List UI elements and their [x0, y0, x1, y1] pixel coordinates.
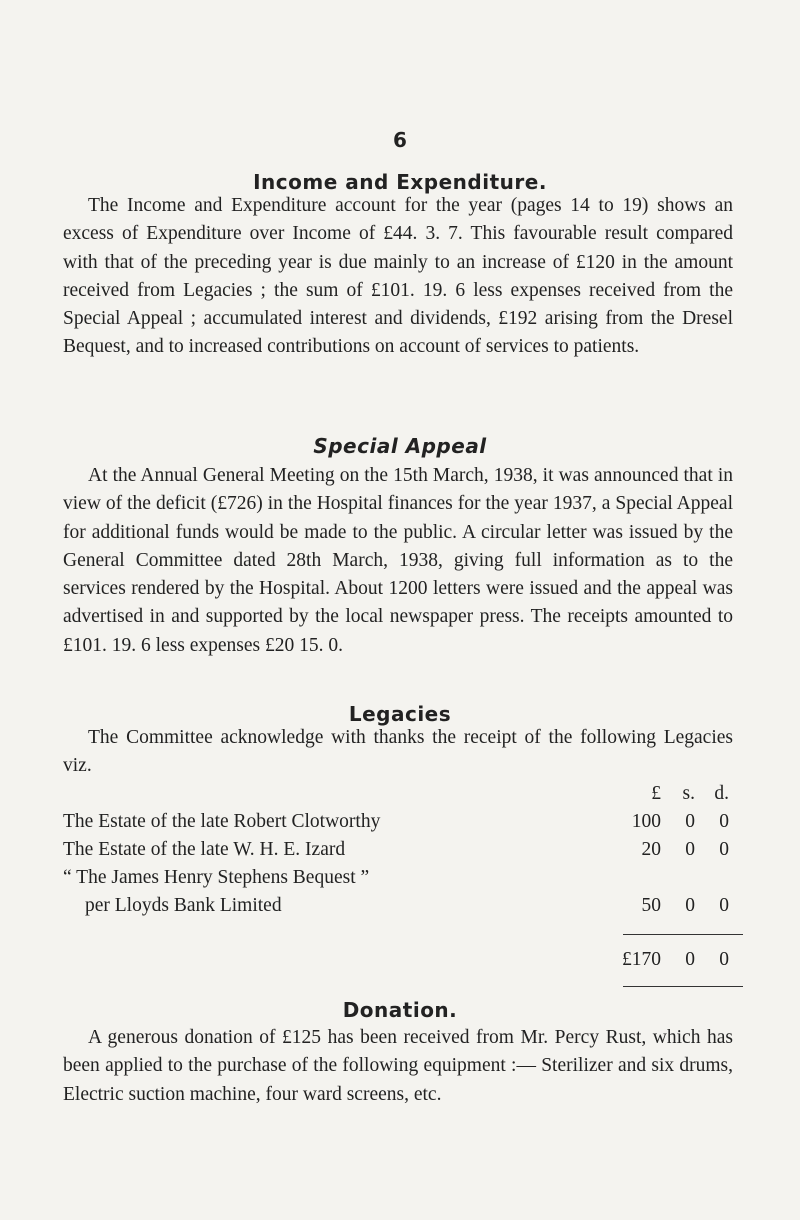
legacy-pounds: 50: [641, 895, 661, 916]
legacies-column-headers: [63, 780, 743, 808]
legacy-pounds: 20: [641, 839, 661, 860]
table-row: [63, 836, 743, 864]
donation-text: A generous donation of £125 has been received from Mr. Percy Rust, which has been applied to the purchase of the following equipment :— Sterilizer and six drums, Electric suction machine, four ward screens, etc.: [63, 1027, 733, 1105]
legacy-description: per Lloyds Bank Limited: [85, 895, 282, 916]
table-row: [63, 808, 743, 836]
legacy-pence: 0: [719, 895, 729, 916]
special-appeal-heading: Special Appeal: [313, 434, 487, 458]
total-rule-bottom: [623, 986, 743, 987]
column-shillings: s.: [682, 783, 695, 804]
legacy-shillings: 0: [685, 839, 695, 860]
legacies-intro-paragraph: [63, 724, 733, 781]
legacies-intro: The Committee acknowledge with thanks the receipt of the following Legacies viz.: [63, 727, 733, 777]
special-appeal-text: At the Annual General Meeting on the 15th March, 1938, it was announced that in view of the deficit (£726) in the Hospital finances for the year 1937, a Special Appeal for additional funds would be made to the public. A circular letter was issued by the General Committee dated 28th March, 1938, giving full information as to the services rendered by the Hospital. About 1200 letters were issued and the appeal was advertised in and supported by the local newspaper press. The receipts amounted to £101. 19. 6 less expenses £20 15. 0.: [63, 465, 733, 656]
donation-heading: Donation.: [342, 998, 458, 1022]
column-pence: d.: [714, 783, 729, 804]
total-shillings: 0: [685, 949, 695, 970]
column-pounds: £: [651, 783, 661, 804]
income-text: The Income and Expenditure account for the year (pages 14 to 19) shows an excess of Expenditure over Income of £44. 3. 7. This favourable result compared with that of the preceding year is due mainly to an increase of £120 in the amount received from Legacies ; the sum of £101. 19. 6 less expenses received from the Special Appeal ; accumulated interest and dividends, £192 arising from the Dresel Bequest, and to increased contributions on account of services to patients.: [63, 195, 733, 358]
total-rule-top: [623, 934, 743, 935]
legacies-heading: Legacies: [348, 702, 452, 726]
donation-paragraph: [63, 1024, 733, 1109]
legacy-pence: 0: [719, 811, 729, 832]
legacy-description: The Estate of the late Robert Clotworthy: [63, 811, 381, 832]
legacy-pence: 0: [719, 839, 729, 860]
legacy-shillings: 0: [685, 811, 695, 832]
page-number: 6: [393, 128, 407, 152]
total-pence: 0: [719, 949, 729, 970]
income-paragraph: [63, 192, 733, 362]
income-heading: Income and Expenditure.: [253, 170, 547, 194]
special-appeal-paragraph: [63, 462, 733, 660]
legacies-total-row: [63, 946, 743, 974]
legacy-shillings: 0: [685, 895, 695, 916]
table-row: [63, 864, 743, 892]
legacy-pounds: 100: [631, 811, 661, 832]
total-pounds: £170: [622, 949, 661, 970]
table-row: [63, 892, 743, 920]
legacy-description: “ The James Henry Stephens Bequest ”: [63, 867, 370, 888]
legacy-description: The Estate of the late W. H. E. Izard: [63, 839, 346, 860]
